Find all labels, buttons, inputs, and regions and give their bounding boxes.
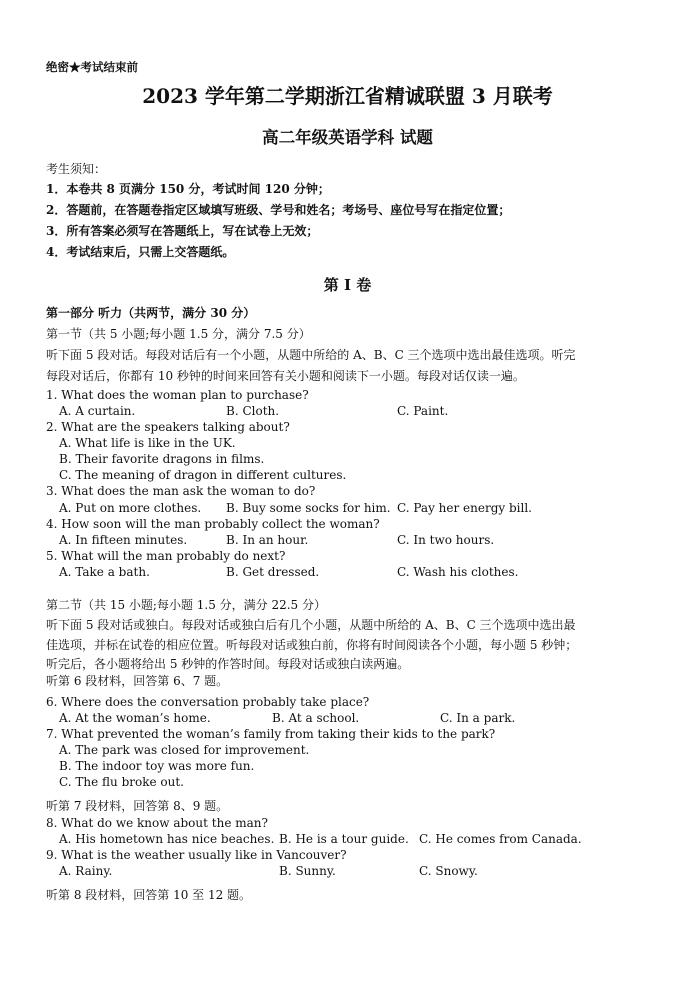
option-c: C. Snowy. [419, 864, 478, 878]
option-a: A. In fifteen minutes. [59, 533, 188, 547]
option-a: A. His hometown has nice beaches. [59, 832, 275, 846]
option-a: A. What life is like in the UK. [59, 436, 236, 450]
question-stem: 4. How soon will the man probably collect the woman? [46, 517, 380, 531]
option-c: C. In two hours. [397, 533, 495, 547]
exam-title: 2023 学年第二学期浙江省精诚联盟 3 月联考 [142, 84, 553, 108]
question-stem: 5. What will the man probably do next? [46, 549, 286, 563]
question-stem: 6. Where does the conversation probably take place? [46, 695, 370, 709]
section2-instruction: 听下面 5 段对话或独白。每段对话或独白后有几个小题，从题中所给的 A、B、C 三个选项中选出最 [46, 618, 576, 632]
part1-heading: 第一部分 听力（共两节，满分 30 分） [46, 306, 256, 320]
option-b: B. Buy some socks for him. [226, 501, 391, 515]
material-note: 听第 8 段材料，回答第 10 至 12 题。 [46, 888, 252, 902]
material-note: 听第 7 段材料，回答第 8、9 题。 [46, 799, 229, 813]
option-b: B. Sunny. [279, 864, 336, 878]
notice-item: 3．所有答案必须写在答题纸上，写在试卷上无效； [46, 224, 319, 238]
option-b: B. He is a tour guide. [279, 832, 409, 846]
section2-instruction: 佳选项，并标在试卷的相应位置。听每段对话或独白前，你将有时间阅读各个小题，每小题 5 秒钟； [46, 638, 578, 652]
section2-instruction: 听完后，各小题将给出 5 秒钟的作答时间。每段对话或独白读两遍。 [46, 657, 410, 671]
option-c: C. The flu broke out. [59, 775, 184, 789]
option-c: C. Paint. [397, 404, 449, 418]
option-a: A. Take a bath. [59, 565, 150, 579]
option-a: A. At the woman’s home. [59, 711, 211, 725]
material-note: 听第 6 段材料，回答第 6、7 题。 [46, 674, 229, 688]
option-b: B. In an hour. [226, 533, 309, 547]
option-b: B. Cloth. [226, 404, 280, 418]
option-a: A. Put on more clothes. [59, 501, 202, 515]
notice-heading: 考生须知： [46, 162, 107, 176]
option-b: B. The indoor toy was more fun. [59, 759, 255, 773]
option-c: C. Wash his clothes. [397, 565, 519, 579]
option-a: A. The park was closed for improvement. [59, 743, 310, 757]
question-stem: 1. What does the woman plan to purchase? [46, 388, 309, 402]
option-a: A. A curtain. [59, 404, 136, 418]
exam-subtitle: 高二年级英语学科 试题 [262, 128, 433, 147]
question-stem: 9. What is the weather usually like in Vancouver? [46, 848, 347, 862]
option-b: B. Get dressed. [226, 565, 320, 579]
section2-heading: 第二节（共 15 小题;每小题 1.5 分，满分 22.5 分） [46, 598, 327, 612]
section1-instruction: 听下面 5 段对话。每段对话后有一个小题，从题中所给的 A、B、C 三个选项中选出最佳选项。听完 [46, 348, 576, 362]
option-c: C. Pay her energy bill. [397, 501, 532, 515]
volume-heading: 第 I 卷 [323, 276, 372, 294]
section1-heading: 第一节（共 5 小题;每小题 1.5 分，满分 7.5 分） [46, 327, 311, 341]
question-stem: 2. What are the speakers talking about? [46, 420, 290, 434]
option-c: C. The meaning of dragon in different cultures. [59, 468, 347, 482]
notice-item: 1．本卷共 8 页满分 150 分，考试时间 120 分钟； [46, 182, 330, 196]
option-b: B. Their favorite dragons in films. [59, 452, 265, 466]
option-c: C. In a park. [440, 711, 516, 725]
question-stem: 8. What do we know about the man? [46, 816, 268, 830]
question-stem: 7. What prevented the woman’s family from taking their kids to the park? [46, 727, 496, 741]
option-c: C. He comes from Canada. [419, 832, 582, 846]
option-a: A. Rainy. [59, 864, 113, 878]
section1-instruction: 每段对话后，你都有 10 秒钟的时间来回答有关小题和阅读下一小题。每段对话仅读一遍。 [46, 369, 525, 383]
confidential-label: 绝密★考试结束前 [46, 60, 138, 74]
question-stem: 3. What does the man ask the woman to do? [46, 484, 316, 498]
notice-item: 4．考试结束后，只需上交答题纸。 [46, 245, 235, 259]
notice-item: 2．答题前，在答题卷指定区域填写班级、学号和姓名；考场号、座位号写在指定位置； [46, 203, 511, 217]
option-b: B. At a school. [272, 711, 360, 725]
